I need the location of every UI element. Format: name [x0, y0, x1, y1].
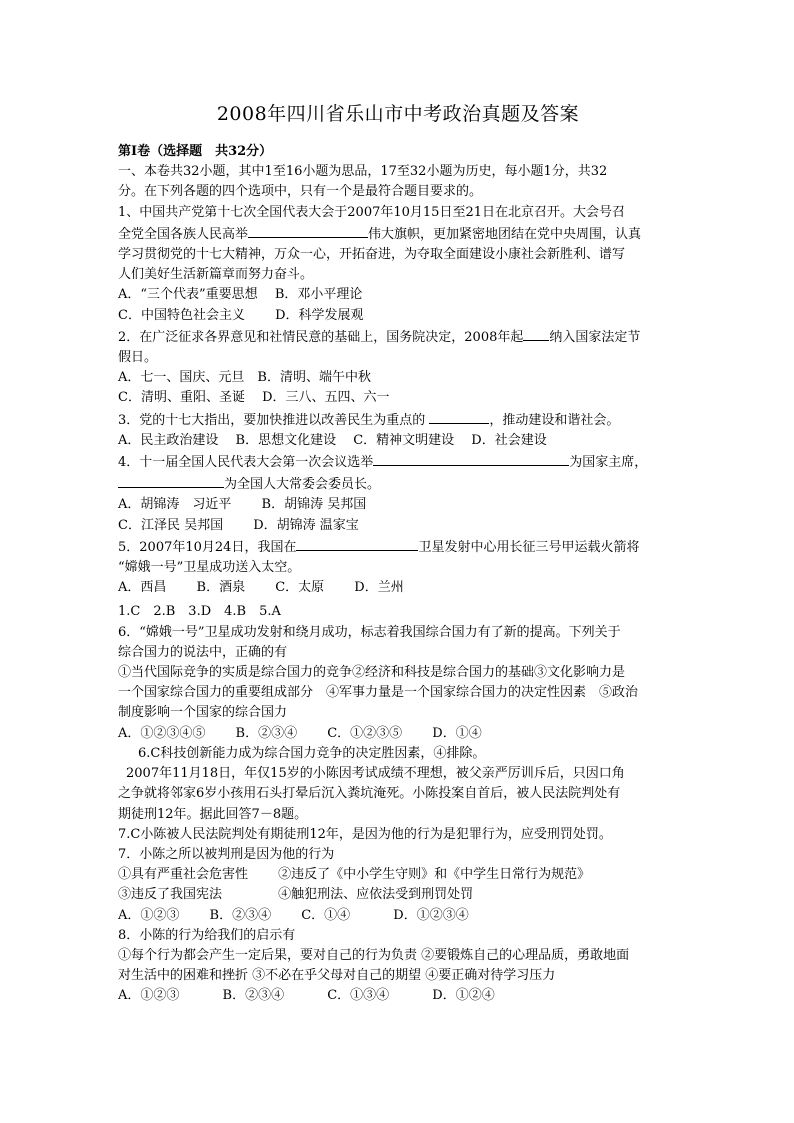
q3-line-1 [118, 409, 678, 431]
q4-text-a: 4．十一届全国人民代表大会第一次会议选举 [118, 455, 374, 471]
q2-text-b: 纳入国家法定节 [549, 329, 641, 345]
q1-answer-blank [248, 223, 368, 238]
q1-text-a: 全党全国各族人民高举 [118, 226, 249, 242]
q4-line-2 [118, 473, 678, 495]
q8-line-1: 8．小陈的行为给我们的启示有 [118, 927, 296, 943]
case-line-2: 之争就将邻家6岁小孩用石头打晕后沉入粪坑淹死。小陈投案自首后，被人民法院判处有 [118, 786, 621, 802]
q1-line-1: 1、中国共产党第十七次全国代表大会于2007年10月15日至21日在北京召开。大会号召 [118, 204, 625, 220]
section-heading: 第Ⅰ卷（选择题 共32分） [118, 144, 273, 159]
q1-line-4: 人们美好生活新篇章而努力奋斗。 [118, 267, 314, 283]
q2-line-1 [118, 326, 678, 348]
intro-line-2: 分。在下列各题的四个选项中，只有一个是最符合题目要求的。 [118, 184, 483, 200]
q4-text-c: 为全国人大常委会委员长。 [224, 477, 381, 493]
q1-options-1: A．“三个代表”重要思想 B．邓小平理论 [118, 287, 363, 303]
document-title: 2008年四川省乐山市中考政治真题及答案 [216, 103, 580, 125]
q8-line-2: ①每个行为都会产生一定后果，要对自己的行为负责 ②要锻炼自己的心理品质，勇敢地面 [118, 947, 630, 963]
q8-line-3: 对生活中的困难和挫折 ③不必在乎父母对自己的期望 ④要正确对待学习压力 [118, 968, 556, 984]
q1-line-2 [118, 223, 678, 245]
q6-line-2: 综合国力的说法中，正确的有 [118, 644, 288, 660]
q1-text-b: 伟大旗帜，更加紧密地团结在党中央周围，认真 [368, 226, 642, 242]
intro-line-1: 一、本卷共32小题，其中1至16小题为思品，17至32小题为历史，每小题1分，共32 [118, 164, 608, 180]
case-line-1: 2007年11月18日，年仅15岁的小陈因考试成绩不理想，被父亲严厉训斥后，只因口角 [126, 766, 625, 782]
q8-options-1: A．①②③ B．②③④ C．①③④ D．①②④ [118, 988, 495, 1004]
q4-answer-blank-1 [373, 451, 569, 466]
answers-1-5: 1.C 2.B 3.D 4.B 5.A [118, 604, 281, 620]
q3-text-b: ，推动建设和谐社会。 [489, 412, 620, 428]
q5-line-2: “嫦娥一号”卫星成功送入太空。 [118, 560, 301, 576]
q7-line-3: ③违反了我国宪法 ④触犯刑法、应依法受到刑罚处罚 [118, 887, 474, 903]
q7-options-1: A．①②③ B．②③④ C．①④ D．①②③④ [118, 907, 469, 923]
q5-text-a: 5．2007年10月24日，我国在 [118, 539, 297, 555]
q3-text-a: 3．党的十七大指出，要加快推进以改善民生为重点的 [118, 412, 430, 428]
q5-options-1: A．西昌 B．酒泉 C．太原 D．兰州 [118, 580, 404, 596]
q4-line-1 [118, 451, 678, 473]
q2-line-2: 假日。 [118, 350, 158, 366]
q1-line-3: 学习贯彻党的十七大精神，万众一心，开拓奋进，为夺取全面建设小康社会新胜利、谱写 [118, 247, 626, 263]
q6-answer: 6.C科技创新能力成为综合国力竞争的决定胜因素，④排除。 [138, 745, 486, 761]
q2-answer-blank [523, 326, 549, 341]
q6-options-1: A．①②③④⑤ B．②③④ C．①②③⑤ D．①④ [118, 725, 482, 741]
q5-answer-blank [296, 536, 418, 551]
q2-options-1: A．七一、国庆、元旦 B．清明、端午中秋 [118, 370, 371, 386]
case-line-3: 期徒刑12年。据此回答7－8题。 [118, 806, 308, 822]
q6-line-5: 制度影响一个国家的综合国力 [118, 705, 288, 721]
q1-options-2: C．中国特色社会主义 D．科学发展观 [118, 307, 364, 323]
q4-options-1: A．胡锦涛 习近平 B．胡锦涛 吴邦国 [118, 497, 367, 513]
q6-line-3: ①当代国际竞争的实质是综合国力的竞争②经济和科技是综合国力的基础③文化影响力是 [118, 665, 626, 681]
q7-line-2: ①具有严重社会危害性 ②违反了《中小学生守则》和《中学生日常行为规范》 [118, 867, 591, 883]
q3-options-1: A．民主政治建设 B．思想文化建设 C．精神文明建设 D．社会建设 [118, 432, 547, 448]
answer-7: 7.C小陈被人民法院判处有期徒刑12年，是因为他的行为是犯罪行为，应受刑罚处罚。 [118, 826, 612, 842]
q6-line-1: 6．“嫦娥一号”卫星成功发射和绕月成功，标志着我国综合国力有了新的提高。下列关于 [118, 624, 621, 640]
q5-text-b: 卫星发射中心用长征三号甲运载火箭将 [418, 539, 640, 555]
q2-text-a: 2．在广泛征求各界意见和社情民意的基础上，国务院决定，2008年起 [118, 329, 524, 345]
q7-line-1: 7．小陈之所以被判刑是因为他的行为 [118, 846, 335, 862]
q5-line-1 [118, 536, 678, 558]
document-page [118, 100, 678, 1007]
q3-answer-blank [429, 409, 489, 424]
q4-options-2: C．江泽民 吴邦国 D．胡锦涛 温家宝 [118, 517, 359, 533]
q6-line-4: 一个国家综合国力的重要组成部分 ④军事力量是一个国家综合国力的决定性因素 ⑤政治 [118, 685, 639, 701]
q2-options-2: C．清明、重阳、圣诞 D．三八、五四、六一 [118, 390, 390, 406]
q4-text-b: 为国家主席， [569, 455, 648, 471]
q4-answer-blank-2 [118, 473, 224, 488]
